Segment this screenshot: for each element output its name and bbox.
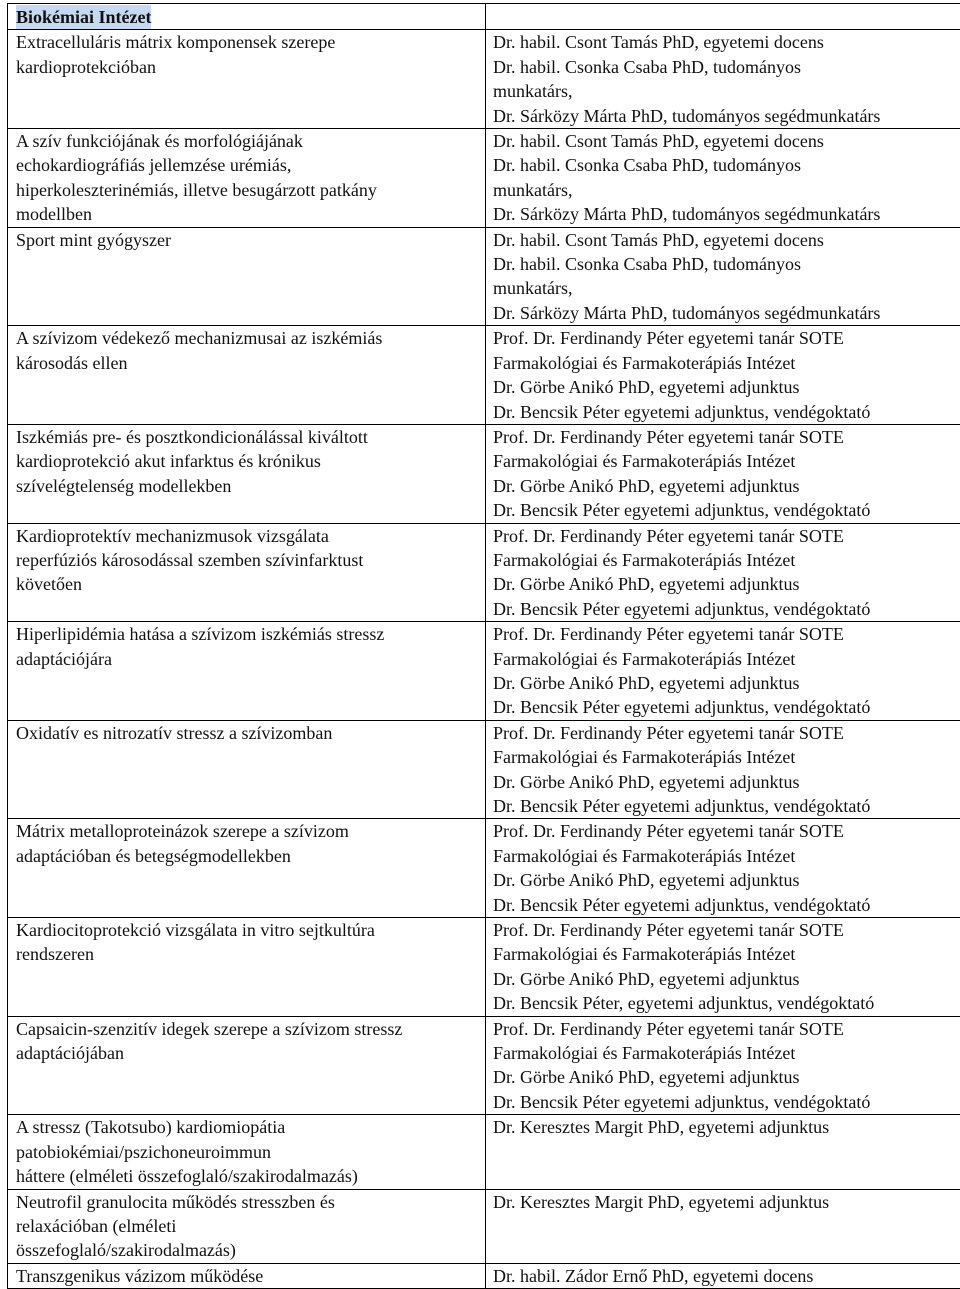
supervisor-cell [486,30,960,129]
supervisor-cell [486,326,960,425]
supervisor-line: Dr. Görbe Anikó PhD, egyetemi adjunktus [493,375,960,399]
supervisor-line: Dr. Bencsik Péter egyetemi adjunktus, vendégoktató [493,400,960,424]
supervisor-line: Dr. habil. Csonka Csaba PhD, tudományos [493,153,960,177]
topic-cell [8,1263,486,1288]
table-row [8,326,960,425]
supervisor-line: Prof. Dr. Ferdinandy Péter egyetemi tanár SOTE [493,622,960,646]
supervisor-line: Dr. Görbe Anikó PhD, egyetemi adjunktus [493,1065,960,1089]
topic-line: adaptációjában [16,1041,479,1065]
topic-line: háttere (elméleti összefoglaló/szakirodalmazás) [16,1164,479,1188]
topics-table [7,3,960,1289]
topic-line: kardioprotekcióban [16,55,479,79]
supervisor-line: Prof. Dr. Ferdinandy Péter egyetemi tanár SOTE [493,918,960,942]
topic-line: A stressz (Takotsubo) kardiomiopátia [16,1115,479,1139]
topic-cell [8,1016,486,1115]
table-row [8,1115,960,1189]
supervisor-line: Dr. Görbe Anikó PhD, egyetemi adjunktus [493,770,960,794]
supervisor-line: Dr. Sárközy Márta PhD, tudományos segédmunkatárs [493,104,960,128]
supervisor-line: Dr. Sárközy Márta PhD, tudományos segédmunkatárs [493,202,960,226]
supervisor-line: Dr. Bencsik Péter, egyetemi adjunktus, vendégoktató [493,991,960,1015]
supervisor-line: Prof. Dr. Ferdinandy Péter egyetemi tanár SOTE [493,524,960,548]
topic-cell [8,227,486,326]
topic-cell [8,129,486,228]
supervisor-line: Dr. Görbe Anikó PhD, egyetemi adjunktus [493,474,960,498]
supervisor-line: Farmakológiai és Farmakoterápiás Intézet [493,942,960,966]
topic-line: modellben [16,202,479,226]
supervisor-line: Dr. Bencsik Péter egyetemi adjunktus, vendégoktató [493,695,960,719]
supervisor-line: Farmakológiai és Farmakoterápiás Intézet [493,548,960,572]
topic-line: A szív funkciójának és morfológiájának [16,129,479,153]
supervisor-line: Farmakológiai és Farmakoterápiás Intézet [493,745,960,769]
supervisor-line: munkatárs, [493,178,960,202]
topic-line: A szívizom védekező mechanizmusai az iszkémiás [16,326,479,350]
topic-line: szívelégtelenség modellekben [16,474,479,498]
department-cell [8,4,486,30]
topic-cell [8,622,486,721]
topic-line: kardioprotekció akut infarktus és krónikus [16,449,479,473]
table-row [8,523,960,622]
topic-line: relaxációban (elméleti [16,1214,479,1238]
table-row [8,1016,960,1115]
topic-line: Capsaicin-szenzitív idegek szerepe a szívizom stressz [16,1017,479,1041]
supervisor-line: Dr. Görbe Anikó PhD, egyetemi adjunktus [493,868,960,892]
table-row [8,622,960,721]
supervisor-cell [486,424,960,523]
department-header-row [8,4,960,30]
supervisor-cell [486,918,960,1017]
supervisor-line: Dr. Sárközy Márta PhD, tudományos segédmunkatárs [493,301,960,325]
topic-cell [8,30,486,129]
supervisor-cell [486,1189,960,1263]
table-row [8,30,960,129]
supervisor-line: Dr. habil. Csont Tamás PhD, egyetemi docens [493,129,960,153]
supervisor-line: Dr. Bencsik Péter egyetemi adjunktus, vendégoktató [493,498,960,522]
supervisor-line: Farmakológiai és Farmakoterápiás Intézet [493,351,960,375]
topic-cell [8,1189,486,1263]
supervisor-line: munkatárs, [493,276,960,300]
supervisor-cell [486,1016,960,1115]
table-row [8,227,960,326]
supervisor-line: Farmakológiai és Farmakoterápiás Intézet [493,1041,960,1065]
topic-line: Kardiocitoprotekció vizsgálata in vitro sejtkultúra [16,918,479,942]
supervisor-line: Dr. habil. Csonka Csaba PhD, tudományos [493,252,960,276]
supervisor-line: Prof. Dr. Ferdinandy Péter egyetemi tanár SOTE [493,1017,960,1041]
topic-line: követően [16,572,479,596]
topic-cell [8,918,486,1017]
topic-line: Hiperlipidémia hatása a szívizom iszkémiás stressz [16,622,479,646]
supervisor-line: Farmakológiai és Farmakoterápiás Intézet [493,449,960,473]
supervisor-cell [486,720,960,819]
table-row [8,1189,960,1263]
supervisor-line: Dr. Keresztes Margit PhD, egyetemi adjunktus [493,1190,960,1214]
supervisor-line: Dr. Görbe Anikó PhD, egyetemi adjunktus [493,967,960,991]
supervisor-cell [486,1263,960,1288]
topic-line: Extracelluláris mátrix komponensek szerepe [16,30,479,54]
table-row [8,424,960,523]
table-row [8,819,960,918]
supervisor-line: Prof. Dr. Ferdinandy Péter egyetemi tanár SOTE [493,326,960,350]
supervisor-line: Dr. Bencsik Péter egyetemi adjunktus, vendégoktató [493,794,960,818]
supervisor-cell [486,523,960,622]
table-row [8,129,960,228]
topic-cell [8,523,486,622]
topic-cell [8,424,486,523]
empty-header-cell [486,4,960,30]
topic-line: Neutrofil granulocita működés stresszben és [16,1190,479,1214]
supervisor-line: Dr. Bencsik Péter egyetemi adjunktus, vendégoktató [493,597,960,621]
table-row [8,1263,960,1288]
document-page [7,3,954,1280]
supervisor-line: Prof. Dr. Ferdinandy Péter egyetemi tanár SOTE [493,721,960,745]
supervisor-line: Dr. Görbe Anikó PhD, egyetemi adjunktus [493,572,960,596]
supervisor-cell [486,819,960,918]
topic-line: Kardioprotektív mechanizmusok vizsgálata [16,524,479,548]
supervisor-line: munkatárs, [493,79,960,103]
topic-line: Mátrix metalloproteinázok szerepe a szívizom [16,819,479,843]
topic-line: adaptációjára [16,647,479,671]
supervisor-line: Dr. Bencsik Péter egyetemi adjunktus, vendégoktató [493,1090,960,1114]
supervisor-line: Dr. habil. Csonka Csaba PhD, tudományos [493,55,960,79]
table-row [8,918,960,1017]
supervisor-line: Prof. Dr. Ferdinandy Péter egyetemi tanár SOTE [493,425,960,449]
topic-line: echokardiográfiás jellemzése urémiás, [16,153,479,177]
supervisor-line: Dr. Keresztes Margit PhD, egyetemi adjunktus [493,1115,960,1139]
supervisor-line: Dr. habil. Zádor Ernő PhD, egyetemi docens [493,1264,960,1288]
topic-line: rendszeren [16,942,479,966]
topic-line: Transzgenikus vázizom működése [16,1264,479,1288]
topic-cell [8,720,486,819]
supervisor-line: Prof. Dr. Ferdinandy Péter egyetemi tanár SOTE [493,819,960,843]
topic-cell [8,1115,486,1189]
supervisor-cell [486,1115,960,1189]
topic-line: Oxidatív es nitrozatív stressz a szívizomban [16,721,479,745]
topic-line: összefoglaló/szakirodalmazás) [16,1238,479,1262]
supervisor-line: Farmakológiai és Farmakoterápiás Intézet [493,844,960,868]
supervisor-cell [486,622,960,721]
supervisor-cell [486,227,960,326]
supervisor-line: Dr. Bencsik Péter egyetemi adjunktus, vendégoktató [493,893,960,917]
supervisor-line: Dr. habil. Csont Tamás PhD, egyetemi docens [493,30,960,54]
topic-line: reperfúziós károsodással szemben szívinfarktust [16,548,479,572]
topic-line: adaptációban és betegségmodellekben [16,844,479,868]
topic-cell [8,819,486,918]
supervisor-cell [486,129,960,228]
supervisor-line: Dr. habil. Csont Tamás PhD, egyetemi docens [493,228,960,252]
topic-cell [8,326,486,425]
topic-line: hiperkoleszterinémiás, illetve besugárzott patkány [16,178,479,202]
supervisor-line: Dr. Görbe Anikó PhD, egyetemi adjunktus [493,671,960,695]
topic-line: károsodás ellen [16,351,479,375]
supervisor-line: Farmakológiai és Farmakoterápiás Intézet [493,647,960,671]
topic-line: patobiokémiai/pszichoneuroimmun [16,1140,479,1164]
topic-line: Sport mint gyógyszer [16,228,479,252]
department-title: Biokémiai Intézet [16,5,151,29]
topic-line: Iszkémiás pre- és posztkondicionálással kiváltott [16,425,479,449]
table-row [8,720,960,819]
